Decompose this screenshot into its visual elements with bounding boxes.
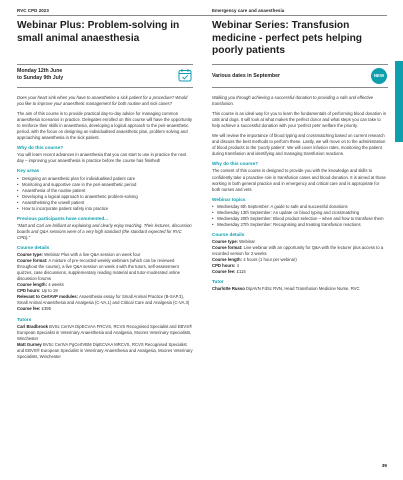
details-heading: Course details xyxy=(212,231,245,237)
page-number: 39 xyxy=(381,463,387,468)
header-rule xyxy=(17,15,387,16)
why-heading: Why do this course? xyxy=(212,161,259,167)
tutor-heading: Tutor xyxy=(212,279,224,285)
tutor-2: Matt Gurney BVSc CertVA PgCertVBM DipECVAA MRCVS, RCVS Recognised Specialist and EBVS® European Specialist in Veterinary Anaesthesia and Analgesia, Moores Veterinary Specialists, Winchester xyxy=(17,341,193,359)
detail-cpd: CPD hours: Up to 19 xyxy=(17,288,58,294)
course-dates xyxy=(17,68,63,82)
calendar-icon xyxy=(178,68,192,82)
why-heading: Why do this course? xyxy=(17,145,64,151)
list-item: • Monitoring and supportive care in the peri-anaesthetic period xyxy=(17,182,193,188)
detail-length: Course length: 4 weeks xyxy=(17,282,64,288)
detail-fee: Course fee: £115 xyxy=(212,269,246,275)
areas-list xyxy=(17,176,193,212)
comment-heading: Previous participants have commented... xyxy=(17,215,109,221)
tutor-1: Charlotte Russo DipAVN FdSc RVN, Head Transfusion Medicine Nurse, RVC xyxy=(212,286,360,292)
aim-text: The aim of this course is to provide practical day-to-day advice for managing common anaesthesia scenarios in practice. Delegates enrolled on this course will have the opportunity to reinforce their skills in anaesthesia, developing a logical approach to the peri-anaesthetic period, with the focus on designing an individualised anaesthetic plan, problem solving and approaching anaesthesia in the sick patient. xyxy=(17,111,193,141)
list-item: • Wednesday 13th September: An update on blood typing and crossmatching xyxy=(212,210,388,216)
date-line-1: Monday 12th June xyxy=(17,68,63,74)
list-item: • Developing a logical approach to anaesthetic problem-solving xyxy=(17,194,193,200)
tutors-heading: Tutors xyxy=(17,316,32,322)
comment-text: "Matt and Carl are brilliant at explaining and clearly enjoy teaching. Their lectures, discussion boards and Q&A sessions were of a very high standard (the standard expected for RVC CPD)." xyxy=(17,222,192,240)
list-item: • How to incorporate patient safety into practice xyxy=(17,206,193,212)
section-side-tab xyxy=(395,61,403,142)
date-band xyxy=(212,64,388,88)
description-text-2: We will review the importance of blood typing and crossmatching based on current research and discuss the best methods to perform these. Lastly, we will move on to the administration of blood products to the 'poorly patient'. We will cover infusion rates, monitoring the patient during transfusion and identifying and managing transfusion reactions. xyxy=(212,133,386,157)
list-item: • Designing an anaesthetic plan for individualised patient care xyxy=(17,176,193,182)
topics-heading: Webinar topics xyxy=(212,196,246,202)
course-body xyxy=(17,95,193,360)
areas-heading: Key areas xyxy=(17,168,40,174)
detail-relevant: Relevant to CertAVP modules: Anaesthesia essay for Small Animal Practice (B-SAP.3), Small Animal Anaesthesia and Analgesia (C-VA.1) and Critical Care and Analgesia (C-VA.3) xyxy=(17,294,190,306)
date-line-2: to Sunday 9th July xyxy=(17,74,64,81)
course-left xyxy=(17,20,193,360)
list-item: • Wednesday 27th September: Recognising and treating transfusion reactions xyxy=(212,222,388,228)
intro-text: Does your heart sink when you have to anaesthetise a sick patient for a procedure? Would you like to improve your anaesthetic management for both routine and sick cases? xyxy=(17,95,188,107)
tutor-1: Carl Bradbrook BVSc CertVA DipECVAA FRCVS, RCVS Recognised Specialist and EBVS® European Specialist in Veterinary Anaesthesia and Analgesia, Moores Veterinary Specialists, Winchester xyxy=(17,323,193,341)
course-right xyxy=(212,20,388,292)
list-item: • Anaesthetising the unwell patient xyxy=(17,200,193,206)
description-text: This course is an ideal way for you to learn the fundamentals of performing blood donation in cats and dogs. It will look at what makes the perfect donor and what steps you can take to help achieve a successful donation with your 'perfect pets' welfare the priority. xyxy=(212,111,387,129)
list-item: • Anaesthesia of the routine patient xyxy=(17,188,193,194)
why-text: You will learn recent advances in anaesthesia that you can start to use in practice the next day – improving your anaesthesia in practice before the course has finished! xyxy=(17,152,187,164)
course-body xyxy=(212,95,388,292)
details-heading: Course details xyxy=(17,244,50,250)
why-text: The content of this course is designed to provide you with the knowledge and skills to confidently take a proactive role in transfusion cases and blood donation. It is aimed at those working in both general practice and in emergency and critical care and is appropriate for both nurses and vets. xyxy=(212,168,386,192)
detail-type: Course type: Webinar xyxy=(212,238,255,244)
intro-text: Walking you through achieving a successful donation to providing a safe and effective transfusion. xyxy=(212,95,374,107)
new-badge: NEW xyxy=(371,68,387,84)
list-item: • Wednesday 20th September: Blood product selection – when and how to transfuse them xyxy=(212,216,388,222)
course-dates: Various dates in September xyxy=(212,73,281,79)
detail-format: Course format: A mixture of pre-recorded weekly webinars (which can be reviewed throughout the course), a live Q&A session on week 4 with the tutors, self-assessment quizzes, case discussions, supplementary reading material and tutor-moderated online discussion forums xyxy=(17,258,181,282)
detail-type: Course type: Webinar Plus with a live Q&A session on week four xyxy=(17,252,141,258)
detail-fee: Course fee: £395 xyxy=(17,306,52,312)
course-title: Webinar Series: Transfusion medicine - perfect pets helping poorly patients xyxy=(212,20,363,57)
date-band xyxy=(17,64,193,88)
detail-format: Course format: Live webinar with an opportunity for Q&A with the lecturer plus access to a recorded version for 2 weeks xyxy=(212,244,384,257)
course-title: Webinar Plus: Problem-solving in small animal anaesthesia xyxy=(17,20,180,44)
detail-length: Course length: 4 hours (1 hour per webinar) xyxy=(212,257,297,263)
header-left: RVC CPD 2023 xyxy=(17,8,49,13)
list-item: • Wednesday 6th September: A guide to safe and successful donations xyxy=(212,204,388,210)
detail-cpd: CPD hours: 4 xyxy=(212,263,239,269)
header-right: Emergency care and anaesthesia xyxy=(212,8,285,13)
topics-list xyxy=(212,204,388,228)
